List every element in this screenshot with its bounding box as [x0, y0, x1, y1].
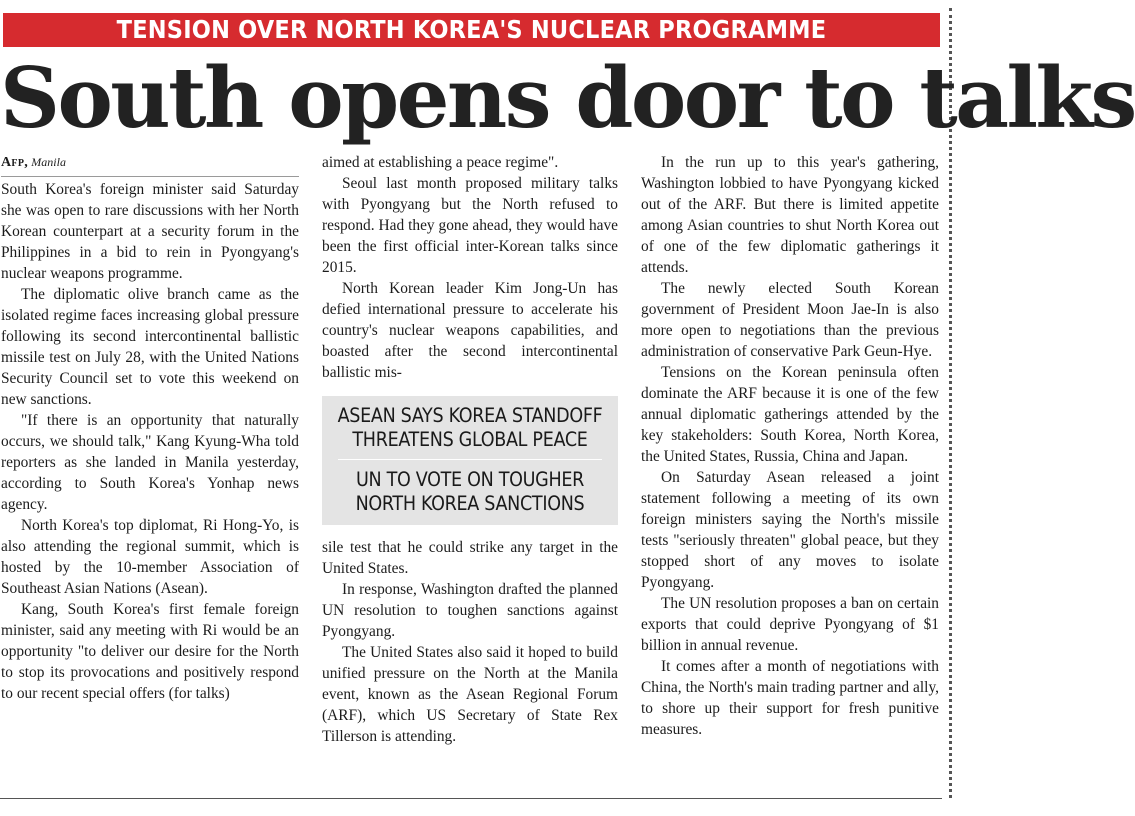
paragraph: It comes after a month of negotiations with China, the North's main trading partner and ally, to shore up their support for fresh punitive measures. [641, 658, 939, 738]
pullquote-divider [338, 459, 602, 460]
paragraph: South Korea's foreign minister said Saturday she was open to rare discussions with her North Korean counterpart at a security forum in the Philippines in a bid to rein in Pyongyang's nuclear weapons programme. [1, 181, 299, 282]
paragraph: The diplomatic olive branch came as the isolated regime faces increasing global pressure following its second intercontinental ballistic missile test on July 28, with the United Nations Security Council set to vote this weekend on new sanctions. [1, 286, 299, 408]
article-column-2 [322, 152, 618, 792]
pullquote-line-1: ASEAN SAYS KOREA STANDOFF THREATENS GLOBAL PEACE [337, 404, 603, 451]
paragraph: Kang, South Korea's first female foreign minister, said any meeting with Ri would be an opportunity "to deliver our desire for the North to stop its provocations and positively respond to our recent special offers (for talks) [1, 601, 299, 702]
pullquote-line-2: UN TO VOTE ON TOUGHER NORTH KOREA SANCTIONS [355, 468, 585, 515]
paragraph: aimed at establishing a peace regime". [322, 154, 559, 171]
bottom-rule [0, 798, 942, 799]
paragraph: Seoul last month proposed military talks with Pyongyang but the North refused to respond. Had they gone ahead, they would have been the first official inter-Korean talks since 2015. [322, 175, 618, 276]
pullquote-box [322, 396, 618, 525]
paragraph: "If there is an opportunity that naturally occurs, we should talk," Kang Kyung-Wha told reporters as she landed in Manila yesterday, according to South Korea's Yonhap news agency. [1, 412, 299, 513]
paragraph: In the run up to this year's gathering, Washington lobbied to have Pyongyang kicked out of the ARF. But there is limited appetite among Asian countries to shut North Korea out of one of the few diplomatic gatherings it attends. [641, 154, 939, 276]
byline-place: Manila [31, 155, 66, 169]
paragraph: In response, Washington drafted the planned UN resolution to toughen sanctions against Pyongyang. [322, 581, 618, 640]
headline: South opens door to talks [0, 49, 1135, 147]
paragraph: The newly elected South Korean government of President Moon Jae-In is also more open to negotiations than the previous administration of conservative Park Geun-Hye. [641, 280, 939, 360]
paragraph: sile test that he could strike any target in the United States. [322, 539, 618, 577]
kicker-banner: TENSION OVER NORTH KOREA'S NUCLEAR PROGRAMME [3, 13, 940, 47]
paragraph: On Saturday Asean released a joint statement following a meeting of its own foreign ministers saying the North's missile tests "seriously threaten" global peace, but they stopped short of any moves to isolate Pyongyang. [641, 469, 939, 591]
paragraph: The UN resolution proposes a ban on certain exports that could deprive Pyongyang of $1 billion in annual revenue. [641, 595, 939, 654]
paragraph: Tensions on the Korean peninsula often dominate the ARF because it is one of the few annual diplomatic gatherings attended by the key stakeholders: South Korea, North Korea, the United States, Russia, China and Japan. [641, 364, 939, 465]
byline-agency: Afp, [1, 155, 29, 170]
article-column-3 [641, 152, 939, 792]
paragraph: North Korean leader Kim Jong-Un has defied international pressure to accelerate his country's nuclear weapons capabilities, and boasted after the second intercontinental ballistic mis- [322, 280, 618, 381]
byline [1, 152, 299, 177]
paragraph: North Korea's top diplomat, Ri Hong-Yo, is also attending the regional summit, which is hosted by the 10-member Association of Southeast Asian Nations (Asean). [1, 517, 299, 597]
paragraph: The United States also said it hoped to build unified pressure on the North at the Manila event, known as the Asean Regional Forum (ARF), which US Secretary of State Rex Tillerson is attending. [322, 644, 618, 745]
article-column-1 [1, 152, 299, 792]
